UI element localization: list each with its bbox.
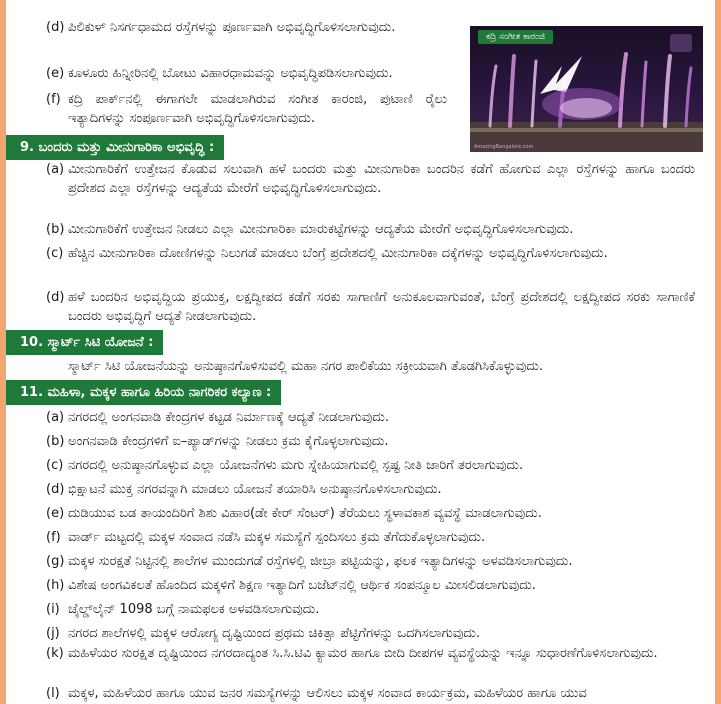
item-marker: (d) — [46, 290, 65, 305]
list-item — [46, 528, 695, 547]
list-item — [46, 552, 695, 571]
item-marker: (d) — [46, 482, 65, 497]
item-text: ಹಳೆ ಬಂದರಿನ ಅಭಿವೃದ್ಧಿಯ ಪ್ರಯುಕ್ತ, ಲಕ್ಷದ್ವೀಪದ ಕಡೆಗೆ ಸರಕು ಸಾಗಾಣಿಗೆ ಅನುಕೂಲವಾಗುವಂತೆ, ಬೆಂಗ್ರೆ ಪ್ರದೇಶದಲ್ಲಿ ಲಕ್ಷದ್ವೀಪದ ಸರಕು ಸಾಗಾಣಿಕೆ ಬಂದರು ಅಭಿವೃದ್ಧಿಗೆ ಆದ್ಯತೆ ನೀಡಲಾಗುವುದು. — [68, 290, 695, 324]
item-text: ನಗರದಲ್ಲಿ ಅನುಷ್ಠಾನಗೊಳ್ಳುವ ಎಲ್ಲಾ ಯೋಜನೆಗಳು ಮಗು ಸ್ನೇಹಿಯಾಗುವಲ್ಲಿ ಸ್ಪಷ್ಟ ನೀತಿ ಜಾರಿಗೆ ತರಲಾಗುವುದು. — [68, 458, 524, 473]
section-10-text: ಸ್ಮಾರ್ಟ್ ಸಿಟಿ ಯೋಜನೆಯನ್ನು ಅನುಷ್ಠಾನಗೊಳಿಸುವಲ್ಲಿ ಮಹಾ ನಗರ ಪಾಲಿಕೆಯು ಸಕ್ರೀಯವಾಗಿ ತೊಡಗಿಸಿಕೊಳ್ಳುವುದು. — [68, 359, 543, 374]
photo-caption: ಕದ್ರಿ ಸಂಗೀತ ಕಾರಂಜಿ — [478, 30, 553, 44]
list-item — [46, 456, 695, 475]
fountain-illustration — [470, 26, 703, 152]
item-marker: (c) — [46, 246, 64, 261]
item-marker: (e) — [46, 66, 65, 81]
list-item — [46, 160, 695, 198]
list-item — [46, 624, 695, 643]
item-marker: (e) — [46, 506, 65, 521]
document-page — [6, 0, 715, 704]
item-marker: (i) — [46, 602, 60, 617]
item-text: ಪಿಲಿಕುಳ್ ನಿಸರ್ಗಧಾಮದ ರಸ್ತೆಗಳನ್ನು ಪೂರ್ಣವಾಗಿ ಅಭಿವೃದ್ಧಿಗೊಳಿಸಲಾಗುವುದು. — [68, 20, 396, 35]
item-text: ಮೀನುಗಾರಿಕೆಗೆ ಉತ್ತೇಜನ ನೀಡಲು ಎಲ್ಲಾ ಮೀನುಗಾರಿಕಾ ಮಾರುಕಟ್ಟೆಗಳನ್ನು ಆದ್ಯತೆಯ ಮೇರೆಗೆ ಅಭಿವೃದ್ಧಿಗೊಳಿಸಲಾಗುವುದು. — [68, 222, 574, 237]
item-marker: (h) — [46, 578, 65, 593]
item-text: ಮೀನುಗಾರಿಕೆಗೆ ಉತ್ತೇಜನ ಕೊಡುವ ಸಲುವಾಗಿ ಹಳೆ ಬಂದರು ಮತ್ತು ಮೀನುಗಾರಿಕಾ ಬಂದರಿನ ಕಡೆಗೆ ಹೋಗುವ ಎಲ್ಲಾ ರಸ್ತೆಗಳನ್ನು ಹಾಗೂ ಬಂದರು ಪ್ರದೇಶದ ಎಲ್ಲಾ ರಸ್ತೆಗಳನ್ನು ಆದ್ಯತೆಯ ಮೇರೆಗೆ ಅಭಿವೃದ್ಧಿಗೊಳಿಸಲಾಗುವುದು. — [68, 162, 695, 196]
list-item — [46, 64, 447, 83]
list-item — [46, 90, 447, 128]
right-border — [715, 0, 721, 704]
list-item — [46, 432, 695, 451]
item-marker: (k) — [46, 646, 64, 661]
item-marker: (c) — [46, 458, 64, 473]
section-11-heading: 11. ಮಹಿಳಾ, ಮಕ್ಕಳ ಹಾಗೂ ಹಿರಿಯ ನಾಗರಿಕರ ಕಲ್ಯಾಣ : — [6, 380, 281, 405]
item-marker: (a) — [46, 410, 65, 425]
section-9-heading: 9. ಬಂದರು ಮತ್ತು ಮೀನುಗಾರಿಕಾ ಅಭಿವೃದ್ಧಿ : — [6, 135, 224, 160]
item-text: ಮಕ್ಕಳ ಸುರಕ್ಷತೆ ನಿಟ್ಟಿನಲ್ಲಿ ಶಾಲೆಗಳ ಮುಂದುಗಡೆ ರಸ್ತೆಗಳಲ್ಲಿ ಜೀಬ್ರಾ ಪಟ್ಟಿಯನ್ನು, ಫಲಕ ಇತ್ಯಾದಿಗಳನ್ನು ಅಳವಡಿಸಲಾಗುವುದು. — [68, 554, 573, 569]
list-item — [46, 220, 695, 239]
list-item — [46, 288, 695, 326]
item-marker: (b) — [46, 434, 65, 449]
item-text: ಚೈಲ್ಡ್‌ಲೈನ್ 1098 ಬಗ್ಗೆ ನಾಮಫಲಕ ಅಳವಡಿಸಲಾಗುವುದು. — [68, 602, 320, 617]
item-marker: (l) — [46, 686, 60, 701]
item-text: ಅಂಗನವಾಡಿ ಕೇಂದ್ರಗಳಿಗೆ ಐ–ಪ್ಯಾಡ್‌ಗಳನ್ನು ನೀಡಲು ಕ್ರಮ ಕೈಗೊಳ್ಳಲಾಗುವುದು. — [68, 434, 389, 449]
section-10-heading: 10. ಸ್ಮಾರ್ಟ್ ಸಿಟಿ ಯೋಜನೆ : — [6, 330, 163, 355]
list-item — [46, 600, 695, 619]
list-item — [46, 504, 695, 523]
item-text: ಮಕ್ಕಳ, ಮಹಿಳೆಯರ ಹಾಗೂ ಯುವ ಜನರ ಸಮಸ್ಯೆಗಳನ್ನು ಆಲಿಸಲು ಮಕ್ಕಳ ಸಂವಾದ ಕಾರ್ಯಕ್ರಮ, ಮಹಿಳೆಯರ ಹಾಗೂ ಯುವ — [68, 686, 587, 701]
list-item — [46, 576, 695, 595]
item-text: ಕೂಳೂರು ಹಿನ್ನೀರಿನಲ್ಲಿ ಬೋಟು ವಿಹಾರಧಾಮವನ್ನು ಅಭಿವೃದ್ಧಿಪಡಿಸಲಾಗುವುದು. — [68, 66, 393, 81]
kadri-fountain-photo — [470, 26, 703, 152]
list-item — [46, 644, 695, 663]
item-text: ವಿಶೇಷ ಅಂಗವಿಕಲತೆ ಹೊಂದಿದ ಮಕ್ಕಳಿಗೆ ಶಿಕ್ಷಣ ಇತ್ಯಾದಿಗೆ ಬಜೆಟ್‌ನಲ್ಲಿ ಆರ್ಥಿಕ ಸಂಪನ್ಮೂಲ ಮೀಸಲಿಡಲಾಗುವುದು. — [68, 578, 536, 593]
list-item — [46, 480, 695, 499]
item-marker: (f) — [46, 530, 61, 545]
item-text: ಮಹಿಳೆಯರ ಸುರಕ್ಷಿತ ದೃಷ್ಟಿಯಿಂದ ನಗರದಾದ್ಯಂತ ಸಿ.ಸಿ.ಟಿವಿ ಕ್ಯಾಮರ ಹಾಗೂ ಬೀದಿ ದೀಪಗಳ ವ್ಯವಸ್ಥೆಯನ್ನು ಇನ್ನೂ ಸುಧಾರಣೆಗೊಳಿಸಲಾಗುವುದು. — [68, 646, 658, 661]
item-text: ಕದ್ರಿ ಪಾರ್ಕ್‌ನಲ್ಲಿ ಈಗಾಗಲೇ ಮಾಡಲಾಗಿರುವ ಸಂಗೀತ ಕಾರಂಜಿ, ಪುಟಾಣಿ ರೈಲು ಇತ್ಯಾದಿಗಳನ್ನು ಸಂಪೂರ್ಣವಾಗಿ ಅಭಿವೃದ್ಧಿಗೊಳಿಸಲಾಗುವುದು. — [68, 92, 447, 126]
list-item — [46, 18, 447, 37]
item-marker: (j) — [46, 626, 60, 641]
item-marker: (b) — [46, 222, 65, 237]
item-text: ವಾರ್ಡ್ ಮಟ್ಟದಲ್ಲಿ ಮಕ್ಕಳ ಸಂವಾದ ನಡೆಸಿ ಮಕ್ಕಳ ಸಮಸ್ಯೆಗೆ ಸ್ಪಂದಿಸಲು ಕ್ರಮ ತೆಗೆದುಕೊಳ್ಳಲಾಗುವುದು. — [68, 530, 486, 545]
item-marker: (g) — [46, 554, 65, 569]
item-marker: (d) — [46, 20, 65, 35]
item-text: ದುಡಿಯುವ ಬಡ ತಾಯಂದಿರಿಗೆ ಶಿಶು ವಿಹಾರ(ಡೇ ಕೇರ್ ಸೆಂಟರ್) ತೆರೆಯಲು ಸ್ಥಳಾವಕಾಶ ವ್ಯವಸ್ಥೆ ಮಾಡಲಾಗುವುದು. — [68, 506, 542, 521]
item-marker: (a) — [46, 162, 65, 177]
list-item — [46, 244, 695, 263]
item-text: ಭಿಕ್ಷಾಟನೆ ಮುಕ್ತ ನಗರವನ್ನಾಗಿ ಮಾಡಲು ಯೋಜನೆ ತಯಾರಿಸಿ ಅನುಷ್ಠಾನಗೊಳಿಸಲಾಗುವುದು. — [68, 482, 442, 497]
item-text: ನಗರದಲ್ಲಿ ಅಂಗನವಾಡಿ ಕೇಂದ್ರಗಳ ಕಟ್ಟಡ ನಿರ್ಮಾಣಕ್ಕೆ ಆದ್ಯತೆ ನೀಡಲಾಗುವುದು. — [68, 410, 389, 425]
list-item — [46, 408, 695, 427]
photo-credit: AmazingBangalore.com — [474, 144, 534, 150]
list-item — [46, 684, 695, 703]
item-marker: (f) — [46, 92, 61, 107]
item-text: ನಗರದ ಶಾಲೆಗಳಲ್ಲಿ ಮಕ್ಕಳ ಆರೋಗ್ಯ ದೃಷ್ಟಿಯಿಂದ ಪ್ರಥಮ ಚಿಕಿತ್ಸಾ ಪೆಟ್ಟಿಗೆಗಳನ್ನು ಒದಗಿಸಲಾಗುವುದು. — [68, 626, 481, 641]
item-text: ಹೆಚ್ಚಿನ ಮೀನುಗಾರಿಕಾ ದೋಣಿಗಳನ್ನು ನಿಲುಗಡೆ ಮಾಡಲು ಬೆಂಗ್ರೆ ಪ್ರದೇಶದಲ್ಲಿ ಮೀನುಗಾರಿಕಾ ದಕ್ಕೆಗಳನ್ನು ಅಭಿವೃದ್ಧಿಗೊಳಿಸಲಾಗುವುದು. — [68, 246, 608, 261]
